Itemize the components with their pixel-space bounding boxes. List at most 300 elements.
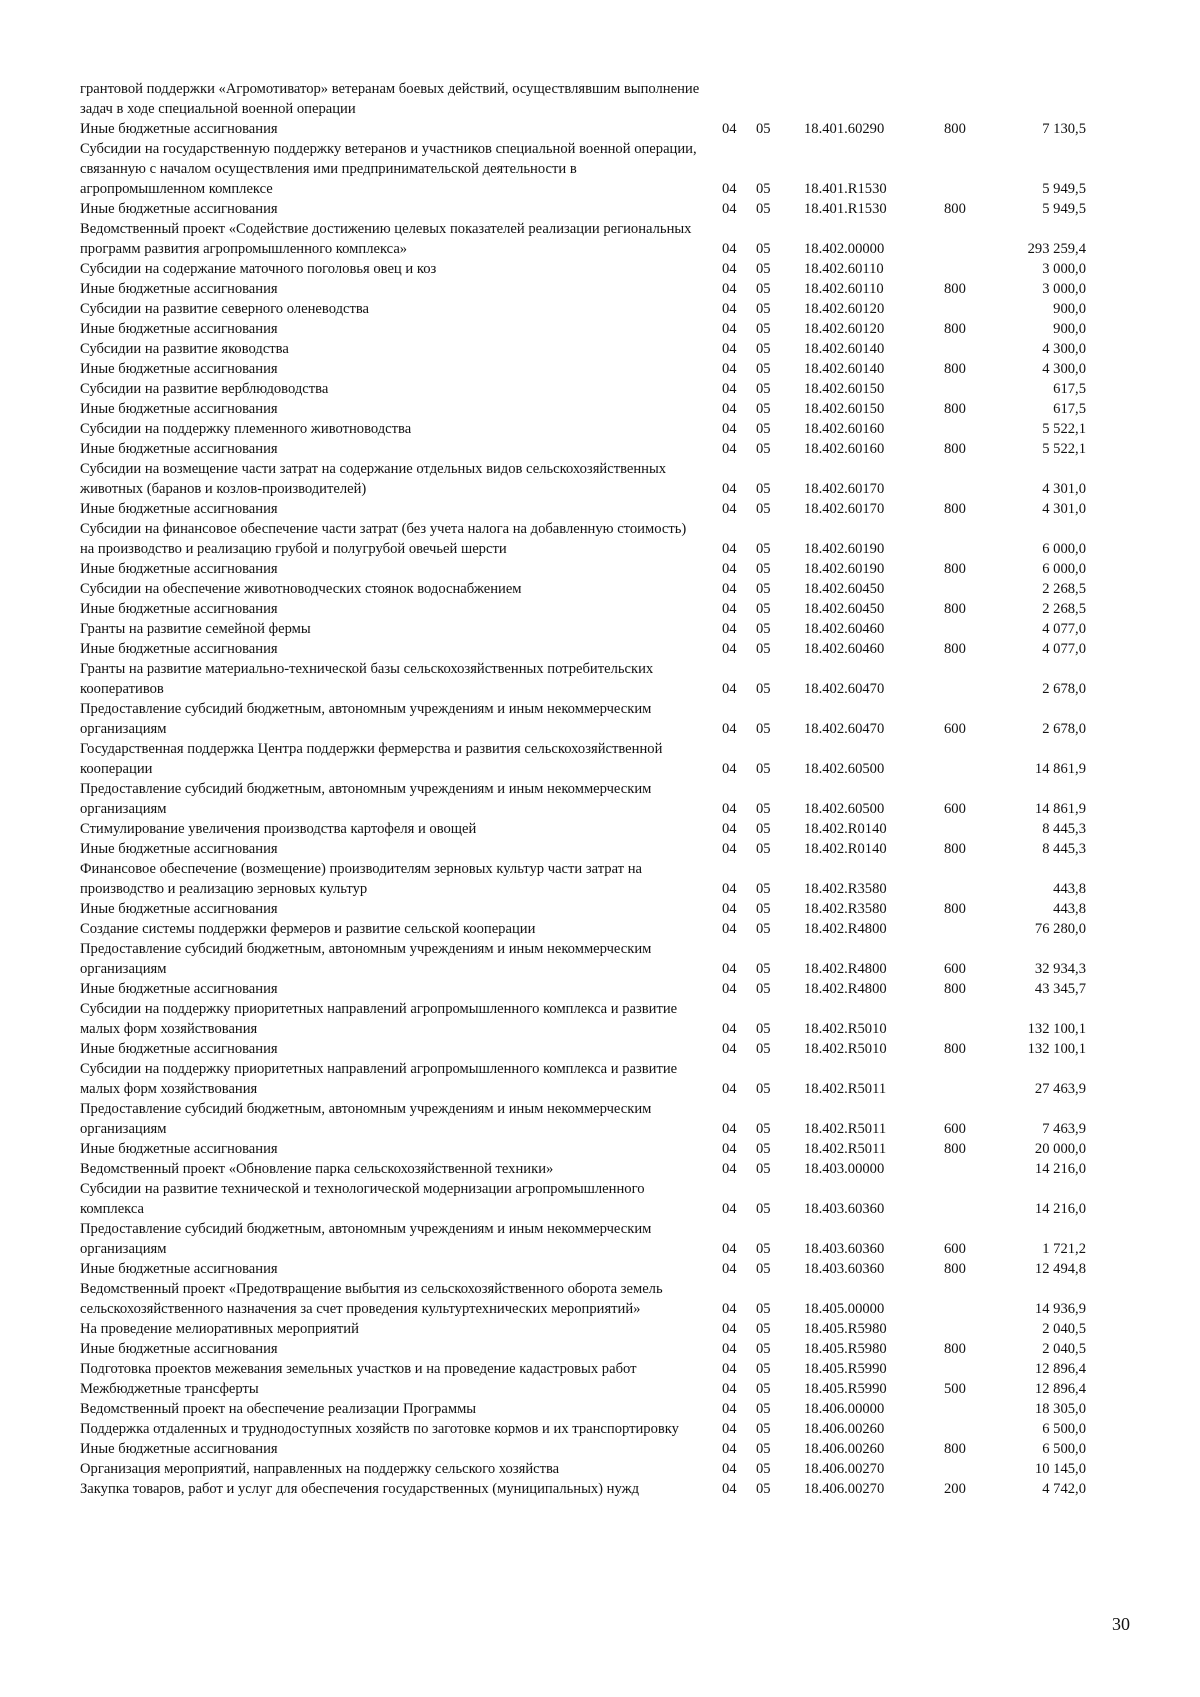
- amount-cell: 4 301,0: [1042, 481, 1086, 497]
- expense-type-cell: [938, 1359, 994, 1379]
- target-article-cell: 18.401.R1530: [804, 201, 887, 217]
- expense-type-cell: 600: [944, 801, 966, 817]
- amount-cell: 5 522,1: [1042, 441, 1086, 457]
- section-code-cell: 04: [722, 501, 737, 517]
- expense-type-cell: [938, 1459, 994, 1479]
- section-code-cell: 04: [722, 1081, 737, 1097]
- subsection-code-cell: 05: [756, 681, 771, 697]
- amount-cell: 20 000,0: [1034, 1141, 1086, 1157]
- section-code-cell: 04: [722, 1421, 737, 1437]
- item-name-cell: Организация мероприятий, направленных на поддержку сельского хозяйства: [80, 1461, 560, 1477]
- target-article-cell: 18.402.60160: [804, 441, 885, 457]
- expense-type-cell: 800: [944, 501, 966, 517]
- amount-cell: 14 861,9: [1034, 801, 1086, 817]
- item-name-cell: Субсидии на развитие яководства: [80, 341, 289, 357]
- item-name-cell: Межбюджетные трансферты: [80, 1381, 259, 1397]
- target-article-cell: 18.402.R3580: [804, 881, 887, 897]
- target-article-cell: [800, 79, 938, 119]
- item-name-cell: На проведение мелиоративных мероприятий: [80, 1321, 359, 1337]
- subsection-code-cell: 05: [756, 1201, 771, 1217]
- subsection-code-cell: 05: [756, 1241, 771, 1257]
- target-article-cell: 18.402.60110: [804, 281, 884, 297]
- target-article-cell: 18.406.00260: [804, 1421, 885, 1437]
- amount-cell: 2 040,5: [1042, 1341, 1086, 1357]
- amount-cell: 6 000,0: [1042, 541, 1086, 557]
- section-code-cell: 04: [722, 1381, 737, 1397]
- item-name-cell: Иные бюджетные ассигнования: [80, 1261, 278, 1277]
- subsection-code-cell: 05: [756, 981, 771, 997]
- table-row: [80, 1219, 1100, 1259]
- table-row: [80, 579, 1100, 599]
- table-row: [80, 1259, 1100, 1279]
- section-code-cell: 04: [722, 341, 737, 357]
- table-row: [80, 739, 1100, 779]
- amount-cell: 7 130,5: [1042, 121, 1086, 137]
- amount-cell: 4 077,0: [1042, 641, 1086, 657]
- subsection-code-cell: 05: [756, 1261, 771, 1277]
- amount-cell: 3 000,0: [1042, 281, 1086, 297]
- expense-type-cell: 800: [944, 641, 966, 657]
- amount-cell: 2 040,5: [1042, 1321, 1086, 1337]
- expense-type-cell: 800: [944, 1341, 966, 1357]
- subsection-code-cell: 05: [756, 601, 771, 617]
- table-row: [80, 639, 1100, 659]
- expense-type-cell: [938, 859, 994, 899]
- expense-type-cell: [938, 619, 994, 639]
- expense-type-cell: 800: [944, 841, 966, 857]
- target-article-cell: 18.402.60450: [804, 581, 885, 597]
- item-name-cell: Создание системы поддержки фермеров и развитие сельской кооперации: [80, 921, 536, 937]
- table-row: [80, 699, 1100, 739]
- table-row: [80, 1339, 1100, 1359]
- subsection-code-cell: 05: [756, 1161, 771, 1177]
- target-article-cell: 18.401.R1530: [804, 181, 887, 197]
- item-name-cell: Иные бюджетные ассигнования: [80, 501, 278, 517]
- subsection-code-cell: 05: [756, 761, 771, 777]
- subsection-code-cell: 05: [756, 881, 771, 897]
- section-code-cell: 04: [722, 1201, 737, 1217]
- subsection-code-cell: 05: [756, 1461, 771, 1477]
- subsection-code-cell: 05: [756, 581, 771, 597]
- amount-cell: 617,5: [1053, 401, 1086, 417]
- amount-cell: 6 500,0: [1042, 1441, 1086, 1457]
- subsection-code-cell: 05: [756, 241, 771, 257]
- expense-type-cell: [938, 819, 994, 839]
- subsection-code-cell: 05: [756, 1141, 771, 1157]
- amount-cell: 900,0: [1053, 321, 1086, 337]
- subsection-code-cell: 05: [756, 321, 771, 337]
- target-article-cell: 18.405.R5980: [804, 1341, 887, 1357]
- amount-cell: 2 268,5: [1042, 581, 1086, 597]
- expense-type-cell: 800: [944, 1441, 966, 1457]
- subsection-code-cell: 05: [756, 621, 771, 637]
- expense-type-cell: [938, 999, 994, 1039]
- table-row: [80, 79, 1100, 119]
- target-article-cell: 18.405.00000: [804, 1301, 885, 1317]
- target-article-cell: 18.402.60500: [804, 801, 885, 817]
- table-row: [80, 1459, 1100, 1479]
- amount-cell: 18 305,0: [1034, 1401, 1086, 1417]
- expense-type-cell: 800: [944, 981, 966, 997]
- subsection-code-cell: 05: [756, 821, 771, 837]
- section-code-cell: 04: [722, 281, 737, 297]
- amount-cell: 5 949,5: [1042, 181, 1086, 197]
- page-number: 30: [1112, 1614, 1130, 1634]
- item-name-cell: Иные бюджетные ассигнования: [80, 361, 278, 377]
- subsection-code-cell: 05: [756, 481, 771, 497]
- target-article-cell: 18.402.60110: [804, 261, 884, 277]
- subsection-code-cell: 05: [756, 361, 771, 377]
- item-name-cell: Гранты на развитие семейной фермы: [80, 621, 311, 637]
- table-row: [80, 939, 1100, 979]
- item-name-cell: Субсидии на поддержку приоритетных направлений агропромышленного комплекса и развитие малых форм хозяйствования: [80, 1061, 678, 1097]
- subsection-code-cell: 05: [756, 1121, 771, 1137]
- target-article-cell: 18.402.R0140: [804, 821, 887, 837]
- table-row: [80, 259, 1100, 279]
- table-row: [80, 139, 1100, 199]
- subsection-code-cell: 05: [756, 341, 771, 357]
- expense-type-cell: [938, 79, 994, 119]
- table-row: [80, 1039, 1100, 1059]
- item-name-cell: Ведомственный проект на обеспечение реализации Программы: [80, 1401, 477, 1417]
- item-name-cell: Иные бюджетные ассигнования: [80, 321, 278, 337]
- item-name-cell: Ведомственный проект «Предотвращение выбытия из сельскохозяйственного оборота земель сельскохозяйственного назначения за счет проведения культуртехнических мероприятий»: [80, 1281, 663, 1317]
- expense-type-cell: 800: [944, 321, 966, 337]
- expense-type-cell: [938, 219, 994, 259]
- item-name-cell: Ведомственный проект «Обновление парка сельскохозяйственной техники»: [80, 1161, 554, 1177]
- table-row: [80, 499, 1100, 519]
- target-article-cell: 18.406.00260: [804, 1441, 885, 1457]
- table-row: [80, 199, 1100, 219]
- target-article-cell: 18.402.R5010: [804, 1041, 887, 1057]
- subsection-code-cell: 05: [756, 1321, 771, 1337]
- table-row: [80, 319, 1100, 339]
- item-name-cell: Иные бюджетные ассигнования: [80, 981, 278, 997]
- item-name-cell: Иные бюджетные ассигнования: [80, 601, 278, 617]
- table-row: [80, 119, 1100, 139]
- item-name-cell: Поддержка отдаленных и труднодоступных хозяйств по заготовке кормов и их транспортировку: [80, 1421, 679, 1437]
- expense-type-cell: 200: [944, 1481, 966, 1497]
- table-row: [80, 659, 1100, 699]
- subsection-code-cell: 05: [756, 561, 771, 577]
- item-name-cell: Иные бюджетные ассигнования: [80, 1141, 278, 1157]
- section-code-cell: 04: [722, 1341, 737, 1357]
- expense-type-cell: [938, 1319, 994, 1339]
- amount-cell: 443,8: [1053, 901, 1086, 917]
- amount-cell: 4 742,0: [1042, 1481, 1086, 1497]
- expense-type-cell: 600: [944, 1121, 966, 1137]
- item-name-cell: Субсидии на поддержку приоритетных направлений агропромышленного комплекса и развитие малых форм хозяйствования: [80, 1001, 678, 1037]
- table-row: [80, 379, 1100, 399]
- item-name-cell: Иные бюджетные ассигнования: [80, 1341, 278, 1357]
- expense-type-cell: 800: [944, 1261, 966, 1277]
- item-name-cell: Субсидии на финансовое обеспечение части затрат (без учета налога на добавленную стоимость) на производство и реализацию грубой и полугрубой овечьей шерсти: [80, 521, 687, 557]
- target-article-cell: 18.402.00000: [804, 241, 885, 257]
- amount-cell: 12 494,8: [1034, 1261, 1086, 1277]
- amount-cell: 6 500,0: [1042, 1421, 1086, 1437]
- subsection-code-cell: 05: [756, 381, 771, 397]
- expense-type-cell: [938, 739, 994, 779]
- table-row: [80, 1319, 1100, 1339]
- subsection-code-cell: 05: [756, 281, 771, 297]
- amount-cell: 10 145,0: [1034, 1461, 1086, 1477]
- subsection-code-cell: 05: [756, 401, 771, 417]
- table-row: [80, 359, 1100, 379]
- subsection-code-cell: 05: [756, 541, 771, 557]
- target-article-cell: 18.403.60360: [804, 1201, 885, 1217]
- item-name-cell: Субсидии на поддержку племенного животноводства: [80, 421, 412, 437]
- item-name-cell: Иные бюджетные ассигнования: [80, 901, 278, 917]
- table-row: [80, 1439, 1100, 1459]
- amount-cell: 1 721,2: [1042, 1241, 1086, 1257]
- expense-type-cell: [938, 919, 994, 939]
- amount-cell: 4 300,0: [1042, 341, 1086, 357]
- section-code-cell: 04: [722, 181, 737, 197]
- target-article-cell: 18.406.00000: [804, 1401, 885, 1417]
- subsection-code-cell: 05: [756, 1481, 771, 1497]
- table-row: [80, 559, 1100, 579]
- section-code-cell: 04: [722, 361, 737, 377]
- subsection-code-cell: 05: [756, 501, 771, 517]
- expense-type-cell: [938, 139, 994, 199]
- section-code-cell: 04: [722, 641, 737, 657]
- expense-type-cell: [938, 259, 994, 279]
- target-article-cell: 18.402.60460: [804, 641, 885, 657]
- table-row: [80, 339, 1100, 359]
- section-code-cell: 04: [722, 301, 737, 317]
- section-code-cell: 04: [722, 381, 737, 397]
- table-row: [80, 1279, 1100, 1319]
- expense-type-cell: 800: [944, 901, 966, 917]
- section-code-cell: 04: [722, 1461, 737, 1477]
- item-name-cell: Предоставление субсидий бюджетным, автономным учреждениям и иным некоммерческим организациям: [80, 1101, 652, 1137]
- item-name-cell: Ведомственный проект «Содействие достижению целевых показателей реализации региональных программ развития агропромышленного комплекса»: [80, 221, 692, 257]
- item-name-cell: Иные бюджетные ассигнования: [80, 841, 278, 857]
- subsection-code-cell: [748, 79, 800, 119]
- budget-table: [80, 79, 1100, 1499]
- target-article-cell: 18.402.R4800: [804, 921, 887, 937]
- target-article-cell: 18.405.R5980: [804, 1321, 887, 1337]
- item-name-cell: Стимулирование увеличения производства картофеля и овощей: [80, 821, 477, 837]
- target-article-cell: 18.403.00000: [804, 1161, 885, 1177]
- expense-type-cell: [938, 1179, 994, 1219]
- target-article-cell: 18.403.60360: [804, 1241, 885, 1257]
- target-article-cell: 18.401.60290: [804, 121, 885, 137]
- table-row: [80, 859, 1100, 899]
- subsection-code-cell: 05: [756, 1301, 771, 1317]
- target-article-cell: 18.402.60150: [804, 381, 885, 397]
- item-name-cell: Иные бюджетные ассигнования: [80, 1441, 278, 1457]
- subsection-code-cell: 05: [756, 441, 771, 457]
- amount-cell: 12 896,4: [1034, 1361, 1086, 1377]
- section-code-cell: 04: [722, 581, 737, 597]
- amount-cell: [994, 79, 1100, 119]
- table-row: [80, 1419, 1100, 1439]
- subsection-code-cell: 05: [756, 1341, 771, 1357]
- amount-cell: 32 934,3: [1034, 961, 1086, 977]
- section-code-cell: 04: [722, 201, 737, 217]
- item-name-cell: Государственная поддержка Центра поддержки фермерства и развития сельскохозяйственной кооперации: [80, 741, 663, 777]
- amount-cell: 4 077,0: [1042, 621, 1086, 637]
- item-name-cell: Субсидии на обеспечение животноводческих стоянок водоснабжением: [80, 581, 522, 597]
- item-name-cell: Иные бюджетные ассигнования: [80, 441, 278, 457]
- target-article-cell: 18.402.R4800: [804, 961, 887, 977]
- section-code-cell: 04: [722, 1141, 737, 1157]
- amount-cell: 8 445,3: [1042, 821, 1086, 837]
- section-code-cell: 04: [722, 1261, 737, 1277]
- section-code-cell: 04: [722, 961, 737, 977]
- table-row: [80, 299, 1100, 319]
- amount-cell: 8 445,3: [1042, 841, 1086, 857]
- item-name-cell: Иные бюджетные ассигнования: [80, 281, 278, 297]
- amount-cell: 2 678,0: [1042, 681, 1086, 697]
- table-row: [80, 1399, 1100, 1419]
- item-name-cell: Субсидии на развитие северного оленеводства: [80, 301, 370, 317]
- subsection-code-cell: 05: [756, 1041, 771, 1057]
- expense-type-cell: 600: [944, 721, 966, 737]
- amount-cell: 43 345,7: [1034, 981, 1086, 997]
- target-article-cell: 18.406.00270: [804, 1481, 885, 1497]
- subsection-code-cell: 05: [756, 721, 771, 737]
- section-code-cell: 04: [722, 561, 737, 577]
- section-code-cell: 04: [722, 1401, 737, 1417]
- subsection-code-cell: 05: [756, 641, 771, 657]
- expense-type-cell: 800: [944, 121, 966, 137]
- subsection-code-cell: 05: [756, 181, 771, 197]
- section-code-cell: 04: [722, 881, 737, 897]
- section-code-cell: 04: [722, 121, 737, 137]
- expense-type-cell: 800: [944, 1141, 966, 1157]
- subsection-code-cell: 05: [756, 261, 771, 277]
- subsection-code-cell: 05: [756, 841, 771, 857]
- item-name-cell: Субсидии на развитие верблюдоводства: [80, 381, 329, 397]
- table-row: [80, 1379, 1100, 1399]
- section-code-cell: 04: [722, 421, 737, 437]
- item-name-cell: Иные бюджетные ассигнования: [80, 201, 278, 217]
- item-name-cell: Предоставление субсидий бюджетным, автономным учреждениям и иным некоммерческим организациям: [80, 781, 652, 817]
- section-code-cell: 04: [722, 901, 737, 917]
- subsection-code-cell: 05: [756, 1401, 771, 1417]
- amount-cell: 617,5: [1053, 381, 1086, 397]
- target-article-cell: 18.402.60170: [804, 481, 885, 497]
- section-code-cell: 04: [722, 821, 737, 837]
- section-code-cell: 04: [722, 721, 737, 737]
- item-name-cell: Предоставление субсидий бюджетным, автономным учреждениям и иным некоммерческим организациям: [80, 1221, 652, 1257]
- table-row: [80, 919, 1100, 939]
- target-article-cell: 18.402.R5011: [804, 1121, 887, 1137]
- item-name-cell: Гранты на развитие материально-технической базы сельскохозяйственных потребительских кооперативов: [80, 661, 654, 697]
- section-code-cell: 04: [722, 241, 737, 257]
- target-article-cell: 18.402.R5011: [804, 1141, 887, 1157]
- amount-cell: 132 100,1: [1027, 1041, 1086, 1057]
- target-article-cell: 18.402.60450: [804, 601, 885, 617]
- expense-type-cell: 800: [944, 281, 966, 297]
- section-code-cell: 04: [722, 621, 737, 637]
- expense-type-cell: [938, 379, 994, 399]
- amount-cell: 4 301,0: [1042, 501, 1086, 517]
- expense-type-cell: [938, 579, 994, 599]
- table-row: [80, 219, 1100, 259]
- table-row: [80, 1479, 1100, 1499]
- amount-cell: 2 678,0: [1042, 721, 1086, 737]
- target-article-cell: 18.402.R3580: [804, 901, 887, 917]
- amount-cell: 2 268,5: [1042, 601, 1086, 617]
- target-article-cell: 18.402.60470: [804, 721, 885, 737]
- section-code-cell: 04: [722, 321, 737, 337]
- subsection-code-cell: 05: [756, 921, 771, 937]
- target-article-cell: 18.402.60190: [804, 541, 885, 557]
- expense-type-cell: [938, 1419, 994, 1439]
- target-article-cell: 18.402.R5011: [804, 1081, 887, 1097]
- table-row: [80, 1159, 1100, 1179]
- subsection-code-cell: 05: [756, 1361, 771, 1377]
- subsection-code-cell: 05: [756, 1381, 771, 1397]
- table-row: [80, 399, 1100, 419]
- item-name-cell: Субсидии на развитие технической и технологической модернизации агропромышленного комплекса: [80, 1181, 645, 1217]
- amount-cell: 14 216,0: [1034, 1161, 1086, 1177]
- expense-type-cell: 500: [944, 1381, 966, 1397]
- expense-type-cell: 800: [944, 441, 966, 457]
- amount-cell: 900,0: [1053, 301, 1086, 317]
- table-row: [80, 519, 1100, 559]
- subsection-code-cell: 05: [756, 1421, 771, 1437]
- section-code-cell: 04: [722, 1301, 737, 1317]
- expense-type-cell: 800: [944, 401, 966, 417]
- target-article-cell: 18.402.60160: [804, 421, 885, 437]
- table-row: [80, 619, 1100, 639]
- expense-type-cell: [938, 419, 994, 439]
- target-article-cell: 18.402.60120: [804, 321, 885, 337]
- target-article-cell: 18.402.60460: [804, 621, 885, 637]
- target-article-cell: 18.402.60140: [804, 341, 885, 357]
- table-row: [80, 1359, 1100, 1379]
- table-row: [80, 1059, 1100, 1099]
- expense-type-cell: 800: [944, 201, 966, 217]
- expense-type-cell: [938, 1159, 994, 1179]
- amount-cell: 4 300,0: [1042, 361, 1086, 377]
- amount-cell: 27 463,9: [1034, 1081, 1086, 1097]
- expense-type-cell: [938, 659, 994, 699]
- item-name-cell: грантовой поддержки «Агромотиватор» ветеранам боевых действий, осуществлявшим выполнение задач в ходе специальной военной операции: [80, 81, 700, 117]
- section-code-cell: [710, 79, 748, 119]
- section-code-cell: 04: [722, 801, 737, 817]
- section-code-cell: 04: [722, 921, 737, 937]
- item-name-cell: Субсидии на возмещение части затрат на содержание отдельных видов сельскохозяйственных животных (баранов и козлов-производителей): [80, 461, 667, 497]
- expense-type-cell: [938, 1279, 994, 1319]
- target-article-cell: 18.402.60500: [804, 761, 885, 777]
- subsection-code-cell: 05: [756, 901, 771, 917]
- item-name-cell: Иные бюджетные ассигнования: [80, 401, 278, 417]
- section-code-cell: 04: [722, 601, 737, 617]
- item-name-cell: Субсидии на государственную поддержку ветеранов и участников специальной военной операции, связанную с началом осуществления ими предпринимательской деятельности в агропромышленном комплексе: [80, 141, 697, 197]
- subsection-code-cell: 05: [756, 421, 771, 437]
- amount-cell: 7 463,9: [1042, 1121, 1086, 1137]
- expense-type-cell: [938, 459, 994, 499]
- amount-cell: 14 861,9: [1034, 761, 1086, 777]
- expense-type-cell: 600: [944, 961, 966, 977]
- amount-cell: 12 896,4: [1034, 1381, 1086, 1397]
- table-row: [80, 1179, 1100, 1219]
- section-code-cell: 04: [722, 1161, 737, 1177]
- section-code-cell: 04: [722, 541, 737, 557]
- expense-type-cell: 600: [944, 1241, 966, 1257]
- target-article-cell: 18.402.R5010: [804, 1021, 887, 1037]
- item-name-cell: Предоставление субсидий бюджетным, автономным учреждениям и иным некоммерческим организациям: [80, 941, 652, 977]
- item-name-cell: Подготовка проектов межевания земельных участков и на проведение кадастровых работ: [80, 1361, 637, 1377]
- section-code-cell: 04: [722, 481, 737, 497]
- target-article-cell: 18.406.00270: [804, 1461, 885, 1477]
- table-row: [80, 979, 1100, 999]
